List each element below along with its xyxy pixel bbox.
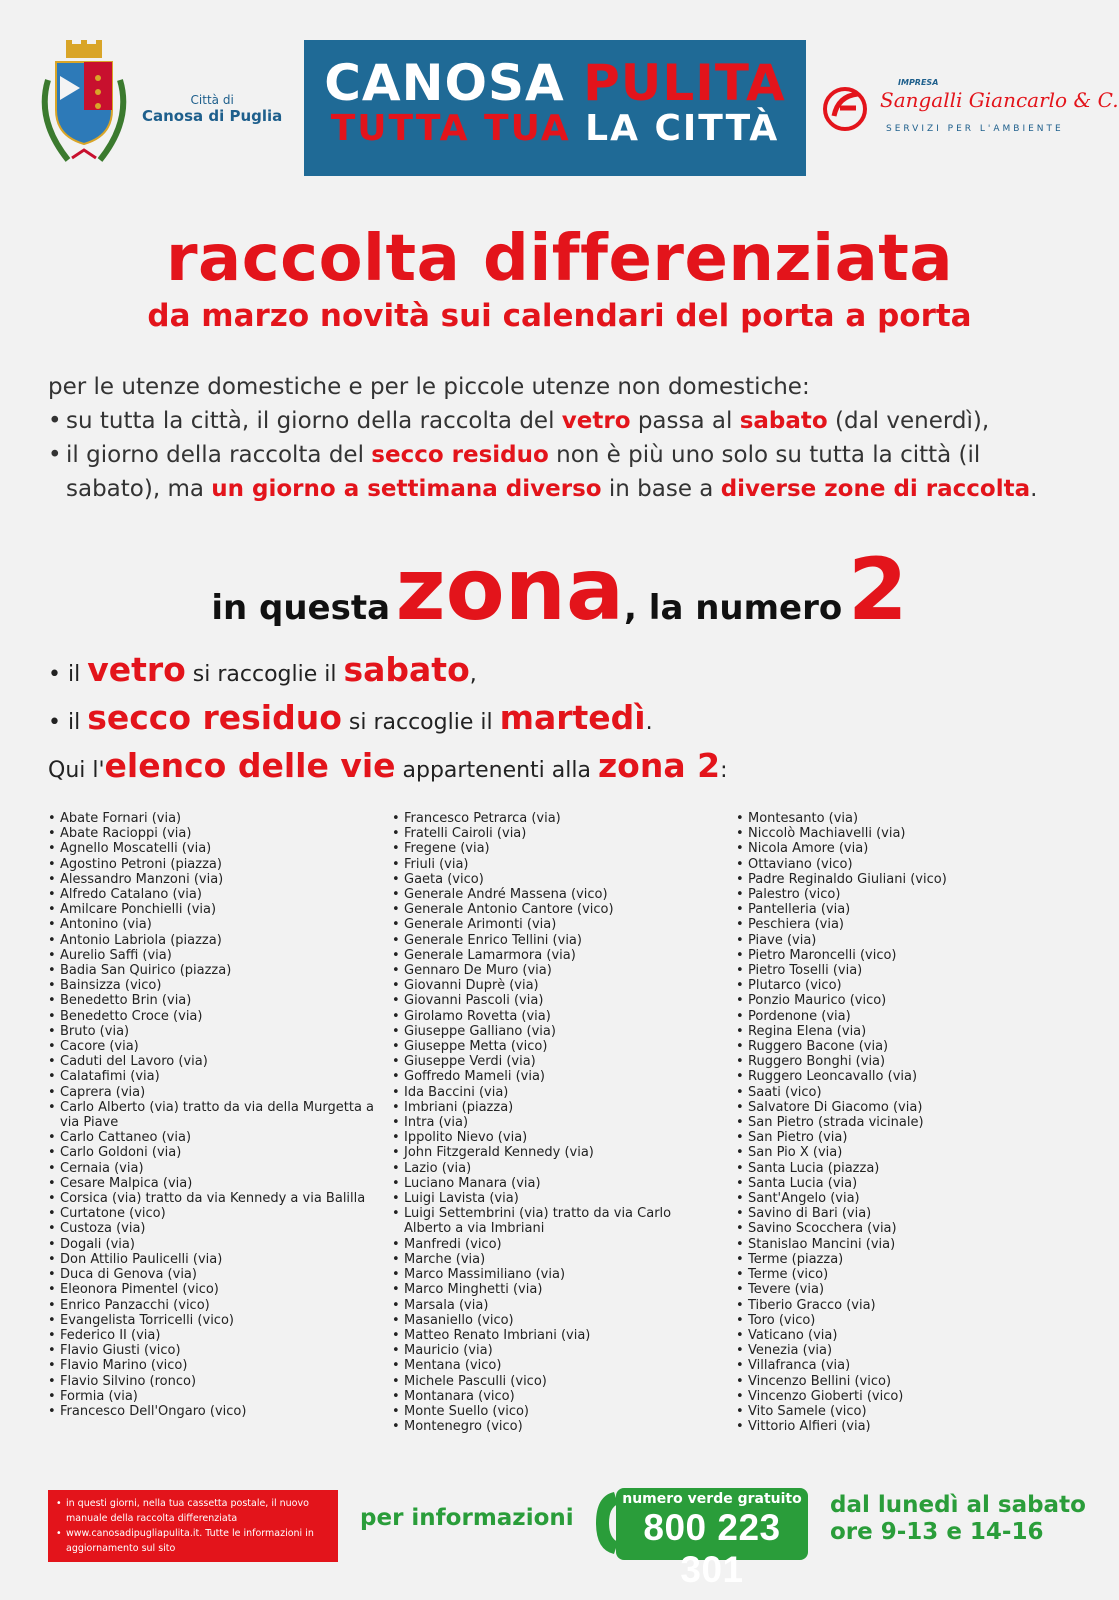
zone-heading-c: , la numero xyxy=(624,588,843,628)
footer-note-list xyxy=(56,1496,330,1556)
zi-l3-b: appartenenti alla xyxy=(395,758,598,783)
street-item: • Venezia (via) xyxy=(736,1343,1066,1358)
street-item: • Palestro (vico) xyxy=(736,887,1066,902)
street-item: • Calatafimi (via) xyxy=(48,1069,378,1084)
street-item: • Regina Elena (via) xyxy=(736,1024,1066,1039)
brand-line-2 xyxy=(304,108,806,149)
street-item: • Abate Racioppi (via) xyxy=(48,826,378,841)
street-item: • Ruggero Bonghi (via) xyxy=(736,1054,1066,1069)
street-item: • Lazio (via) xyxy=(392,1161,722,1176)
sponsor-small-label: IMPRESA xyxy=(898,78,939,87)
street-item: • Bruto (via) xyxy=(48,1024,378,1039)
street-item: • Pantelleria (via) xyxy=(736,902,1066,917)
street-item: • Pietro Maroncelli (vico) xyxy=(736,948,1066,963)
street-item: • Girolamo Rovetta (via) xyxy=(392,1009,722,1024)
intro-list xyxy=(48,404,1078,506)
zone-info-list-intro xyxy=(48,742,1078,790)
street-item: • Antonio Labriola (piazza) xyxy=(48,933,378,948)
street-item: • Peschiera (via) xyxy=(736,917,1066,932)
street-item: • Padre Reginaldo Giuliani (vico) xyxy=(736,872,1066,887)
street-item: • Benedetto Brin (via) xyxy=(48,993,378,1008)
street-item: • Mauricio (via) xyxy=(392,1343,722,1358)
intro-b2-text-a: il giorno della raccolta del xyxy=(66,442,372,468)
street-item: • Terme (piazza) xyxy=(736,1252,1066,1267)
street-item: • Francesco Petrarca (via) xyxy=(392,811,722,826)
street-item: • Marco Massimiliano (via) xyxy=(392,1267,722,1282)
intro-b1-text-a: su tutta la città, il giorno della raccolta del xyxy=(66,408,562,434)
street-column-3 xyxy=(736,811,1066,1434)
street-item: • Amilcare Ponchielli (via) xyxy=(48,902,378,917)
zi-l3-elenco: elenco delle vie xyxy=(104,746,396,785)
sponsor-emblem-icon xyxy=(820,84,870,134)
street-item: • Curtatone (vico) xyxy=(48,1206,378,1221)
street-item: • Ruggero Leoncavallo (via) xyxy=(736,1069,1066,1084)
street-item: • Generale Arimonti (via) xyxy=(392,917,722,932)
footer-note xyxy=(48,1490,338,1562)
zone-info-glass xyxy=(48,646,1078,694)
street-item: • Luigi Lavista (via) xyxy=(392,1191,722,1206)
street-item: • Piave (via) xyxy=(736,933,1066,948)
street-item: • Giuseppe Galliano (via) xyxy=(392,1024,722,1039)
city-label xyxy=(142,93,282,125)
street-item: • Benedetto Croce (via) xyxy=(48,1009,378,1024)
street-item: • Cesare Malpica (via) xyxy=(48,1176,378,1191)
intro-b2-text-d: . xyxy=(1030,476,1038,502)
street-item: • Eleonora Pimentel (vico) xyxy=(48,1282,378,1297)
brand-word-pulita: PULITA xyxy=(583,54,786,112)
street-item: • Pietro Toselli (via) xyxy=(736,963,1066,978)
street-item: • Imbriani (piazza) xyxy=(392,1100,722,1115)
intro-b2-highlight-secco: secco residuo xyxy=(371,442,549,468)
intro-bullet-residue xyxy=(48,438,1078,506)
street-item: • Federico II (via) xyxy=(48,1328,378,1343)
intro-b2-text-c: in base a xyxy=(601,476,721,502)
sponsor-tagline: SERVIZI PER L'AMBIENTE xyxy=(886,124,1064,134)
street-item: • Niccolò Machiavelli (via) xyxy=(736,826,1066,841)
zi-l2-martedi: martedì xyxy=(499,698,646,737)
street-item: • Masaniello (vico) xyxy=(392,1313,722,1328)
street-item: • Manfredi (vico) xyxy=(392,1237,722,1252)
street-item: • Tevere (via) xyxy=(736,1282,1066,1297)
zi-l2-a: • il xyxy=(48,710,88,735)
page-title: raccolta differenziata xyxy=(165,222,954,296)
street-item: • Abate Fornari (via) xyxy=(48,811,378,826)
street-item: • Don Attilio Paulicelli (via) xyxy=(48,1252,378,1267)
zone-heading-zona: zona xyxy=(395,540,625,640)
street-item: • Giuseppe Metta (vico) xyxy=(392,1039,722,1054)
zone-heading xyxy=(0,540,1119,640)
street-item: • San Pietro (strada vicinale) xyxy=(736,1115,1066,1130)
hours-line-1: dal lunedì al sabato xyxy=(830,1492,1086,1518)
street-item: • Flavio Marino (vico) xyxy=(48,1358,378,1373)
zone-info-residue xyxy=(48,694,1078,742)
street-column-1-list xyxy=(48,811,378,1419)
zi-l3-c: : xyxy=(720,758,728,783)
street-item: • Santa Lucia (via) xyxy=(736,1176,1066,1191)
street-item: • Tiberio Gracco (via) xyxy=(736,1298,1066,1313)
street-item: • Montanara (vico) xyxy=(392,1389,722,1404)
intro-b1-highlight-vetro: vetro xyxy=(561,408,631,434)
zi-l1-sabato: sabato xyxy=(343,650,470,689)
intro-b2-highlight-giorno: un giorno a settimana diverso xyxy=(211,476,602,502)
street-item: • Intra (via) xyxy=(392,1115,722,1130)
street-item: • Alessandro Manzoni (via) xyxy=(48,872,378,887)
street-item: • Sant'Angelo (via) xyxy=(736,1191,1066,1206)
header xyxy=(0,38,1119,178)
street-item: • Fregene (via) xyxy=(392,841,722,856)
street-item: • Francesco Dell'Ongaro (vico) xyxy=(48,1404,378,1419)
street-item: • Ruggero Bacone (via) xyxy=(736,1039,1066,1054)
brand-word-canosa: CANOSA xyxy=(324,54,565,112)
street-item: • Goffredo Mameli (via) xyxy=(392,1069,722,1084)
intro-section xyxy=(48,370,1078,506)
street-item: • Caduti del Lavoro (via) xyxy=(48,1054,378,1069)
brand-logo xyxy=(304,40,806,176)
street-item: • Vaticano (via) xyxy=(736,1328,1066,1343)
street-item: • Antonino (via) xyxy=(48,917,378,932)
street-item: • John Fitzgerald Kennedy (via) xyxy=(392,1145,722,1160)
street-item: • Formia (via) xyxy=(48,1389,378,1404)
street-item: • Carlo Cattaneo (via) xyxy=(48,1130,378,1145)
brand-word-tutta-tua: TUTTA TUA xyxy=(330,108,571,149)
street-item: • Salvatore Di Giacomo (via) xyxy=(736,1100,1066,1115)
street-item: • Marche (via) xyxy=(392,1252,722,1267)
street-item: • Marsala (via) xyxy=(392,1298,722,1313)
street-item: • Evangelista Torricelli (vico) xyxy=(48,1313,378,1328)
zone-info xyxy=(48,646,1078,790)
intro-b1-text-b: passa al xyxy=(630,408,740,434)
street-item: • Nicola Amore (via) xyxy=(736,841,1066,856)
city-crest-icon xyxy=(34,40,134,175)
street-item: • Duca di Genova (via) xyxy=(48,1267,378,1282)
street-item: • Savino Scocchera (via) xyxy=(736,1221,1066,1236)
zi-l1-vetro: vetro xyxy=(87,650,186,689)
city-name-label: Canosa di Puglia xyxy=(142,107,283,125)
street-item: • San Pio X (via) xyxy=(736,1145,1066,1160)
street-item: • Generale Enrico Tellini (via) xyxy=(392,933,722,948)
street-item: • Friuli (via) xyxy=(392,857,722,872)
street-item: • Agostino Petroni (piazza) xyxy=(48,857,378,872)
street-item: • Giovanni Pascoli (via) xyxy=(392,993,722,1008)
street-item: • Matteo Renato Imbriani (via) xyxy=(392,1328,722,1343)
street-item: • Generale André Massena (vico) xyxy=(392,887,722,902)
street-item: • Monte Suello (vico) xyxy=(392,1404,722,1419)
street-item: • Vito Samele (vico) xyxy=(736,1404,1066,1419)
street-item: • Vincenzo Bellini (vico) xyxy=(736,1374,1066,1389)
street-item: • Caprera (via) xyxy=(48,1085,378,1100)
brand-word-la-citta: LA CITTÀ xyxy=(585,108,780,149)
street-item: • Luigi Settembrini (via) tratto da via Carlo Alberto a via Imbriani xyxy=(392,1206,722,1236)
street-item: • Savino di Bari (via) xyxy=(736,1206,1066,1221)
intro-lead: per le utenze domestiche e per le piccole utenze non domestiche: xyxy=(48,374,810,400)
intro-b2-highlight-zone: diverse zone di raccolta xyxy=(720,476,1031,502)
street-item: • Cernaia (via) xyxy=(48,1161,378,1176)
zi-l3-a: Qui l' xyxy=(48,758,105,783)
phone-number: 800 223 301 xyxy=(643,1507,781,1590)
street-column-2 xyxy=(392,811,722,1434)
opening-hours xyxy=(830,1492,1086,1546)
street-item: • Corsica (via) tratto da via Kennedy a via Balilla xyxy=(48,1191,378,1206)
street-item: • Flavio Silvino (ronco) xyxy=(48,1374,378,1389)
street-item: • Vittorio Alfieri (via) xyxy=(736,1419,1066,1434)
street-column-3-list xyxy=(736,811,1066,1434)
street-item: • Pordenone (via) xyxy=(736,1009,1066,1024)
street-item: • Agnello Moscatelli (via) xyxy=(48,841,378,856)
sponsor-logo xyxy=(820,78,1119,148)
intro-b1-text-c: (dal venerdì), xyxy=(827,408,990,434)
street-item: • Ippolito Nievo (via) xyxy=(392,1130,722,1145)
street-item: • Stanislao Mancini (via) xyxy=(736,1237,1066,1252)
zi-l3-zona: zona 2 xyxy=(597,746,721,785)
street-item: • Terme (vico) xyxy=(736,1267,1066,1282)
street-item: • Flavio Giusti (vico) xyxy=(48,1343,378,1358)
street-item: • Fratelli Cairoli (via) xyxy=(392,826,722,841)
footer-note-1: • in questi giorni, nella tua cassetta postale, il nuovo manuale della raccolta differenziata xyxy=(56,1496,330,1526)
street-item: • Ponzio Maurico (vico) xyxy=(736,993,1066,1008)
street-item: • Custoza (via) xyxy=(48,1221,378,1236)
street-item: • Generale Antonio Cantore (vico) xyxy=(392,902,722,917)
street-item: • Generale Lamarmora (via) xyxy=(392,948,722,963)
intro-b2-text-b: non è più uno solo su tutta la città (il sabato), ma xyxy=(66,442,981,502)
zi-l1-b: si raccoglie il xyxy=(185,662,344,687)
street-item: • Vincenzo Gioberti (vico) xyxy=(736,1389,1066,1404)
street-item: • Michele Pasculli (vico) xyxy=(392,1374,722,1389)
street-item: • Santa Lucia (piazza) xyxy=(736,1161,1066,1176)
street-item: • Mentana (vico) xyxy=(392,1358,722,1373)
street-item: • Toro (vico) xyxy=(736,1313,1066,1328)
zi-l2-secco: secco residuo xyxy=(87,698,342,737)
street-item: • Ottaviano (vico) xyxy=(736,857,1066,872)
intro-b1-highlight-sabato: sabato xyxy=(739,408,828,434)
street-item: • Saati (vico) xyxy=(736,1085,1066,1100)
street-item: • Giovanni Duprè (via) xyxy=(392,978,722,993)
street-item: • Badia San Quirico (piazza) xyxy=(48,963,378,978)
phone-label: numero verde gratuito xyxy=(622,1491,802,1507)
toll-free-number xyxy=(594,1488,808,1590)
page-subtitle: da marzo novità sui calendari del porta a porta xyxy=(147,298,972,334)
street-item: • Carlo Goldoni (via) xyxy=(48,1145,378,1160)
street-item: • Villafranca (via) xyxy=(736,1358,1066,1373)
sponsor-name: Sangalli Giancarlo & C. xyxy=(880,88,1119,112)
hours-line-2: ore 9-13 e 14-16 xyxy=(830,1519,1044,1545)
zi-l2-c: . xyxy=(645,710,653,735)
street-item: • Dogali (via) xyxy=(48,1237,378,1252)
street-item: • Montesanto (via) xyxy=(736,811,1066,826)
per-informazioni-label: per informazioni xyxy=(360,1505,574,1531)
brand-line-1 xyxy=(304,54,806,112)
street-column-1 xyxy=(48,811,378,1419)
street-item: • Gennaro De Muro (via) xyxy=(392,963,722,978)
zone-heading-number: 2 xyxy=(847,540,908,640)
street-item: • Alfredo Catalano (via) xyxy=(48,887,378,902)
street-item: • Plutarco (vico) xyxy=(736,978,1066,993)
street-item: • Marco Minghetti (via) xyxy=(392,1282,722,1297)
zi-l1-c: , xyxy=(469,662,477,687)
street-item: • Carlo Alberto (via) tratto da via della Murgetta a via Piave xyxy=(48,1100,378,1130)
street-item: • San Pietro (via) xyxy=(736,1130,1066,1145)
street-item: • Montenegro (vico) xyxy=(392,1419,722,1434)
street-item: • Gaeta (vico) xyxy=(392,872,722,887)
zi-l1-a: • il xyxy=(48,662,88,687)
intro-bullet-glass xyxy=(48,404,1078,438)
phone-badge xyxy=(616,1488,808,1590)
street-item: • Enrico Panzacchi (vico) xyxy=(48,1298,378,1313)
footer-note-2: • www.canosadipugliapulita.it. Tutte le informazioni in aggiornamento sul sito xyxy=(56,1526,330,1556)
zone-heading-a: in questa xyxy=(211,588,391,628)
street-item: • Luciano Manara (via) xyxy=(392,1176,722,1191)
street-item: • Bainsizza (vico) xyxy=(48,978,378,993)
street-item: • Giuseppe Verdi (via) xyxy=(392,1054,722,1069)
street-item: • Ida Baccini (via) xyxy=(392,1085,722,1100)
street-column-2-list xyxy=(392,811,722,1434)
city-small-label: Città di xyxy=(190,93,234,107)
zi-l2-b: si raccoglie il xyxy=(341,710,500,735)
street-item: • Aurelio Saffi (via) xyxy=(48,948,378,963)
street-item: • Cacore (via) xyxy=(48,1039,378,1054)
